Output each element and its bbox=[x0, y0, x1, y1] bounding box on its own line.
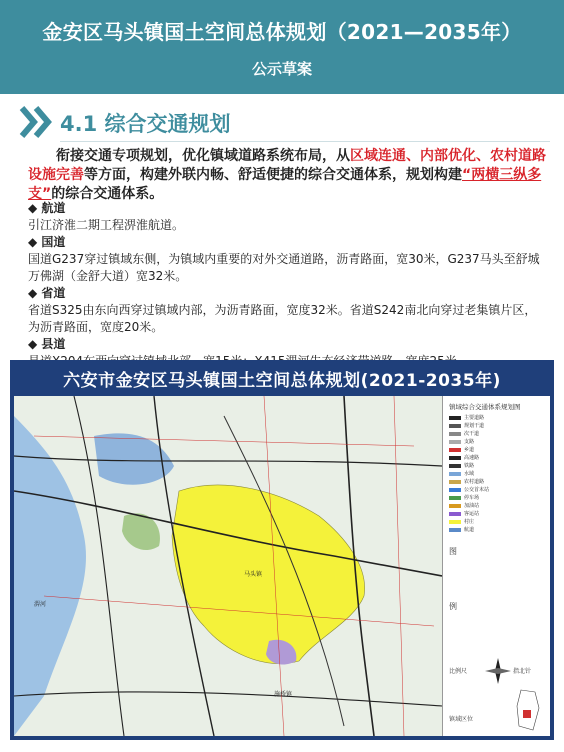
legend-item bbox=[449, 446, 474, 453]
legend-label: 规划干道 bbox=[464, 423, 485, 429]
legend-label-2: 例 bbox=[449, 602, 457, 611]
legend-swatch bbox=[449, 488, 461, 492]
legend-swatch bbox=[449, 504, 461, 508]
legend-item bbox=[449, 422, 484, 429]
item-text: 国道G237穿过镇域东侧，为镇域内重要的对外交通道路，沥青路面，宽30米，G237马头至舒城万佛湖（金舒大道）宽32米。 bbox=[28, 252, 540, 283]
legend-label: 农村道路 bbox=[464, 479, 485, 485]
legend-item bbox=[449, 526, 474, 533]
intro-highlight-1: 区域连通、内部优化、农村道路设施完善 bbox=[28, 148, 546, 183]
section-header bbox=[0, 100, 564, 144]
legend-swatch bbox=[449, 512, 461, 516]
legend-swatch bbox=[449, 472, 461, 476]
legend-item bbox=[449, 414, 484, 421]
compass-icon bbox=[483, 656, 513, 686]
legend-swatch bbox=[449, 528, 461, 532]
legend-swatch bbox=[449, 448, 461, 452]
double-chevron-icon bbox=[18, 104, 54, 140]
legend-label: 公交首末站 bbox=[464, 487, 490, 493]
place-label-0: 马头镇 bbox=[244, 571, 263, 578]
legend-item bbox=[449, 430, 479, 437]
legend-swatch bbox=[449, 480, 461, 484]
intro-text-2: 等方面，构建外联内畅、舒适便捷的综合交通体系，规划构建 bbox=[84, 167, 462, 183]
road-items-list bbox=[28, 200, 548, 370]
legend-label: 次干道 bbox=[464, 431, 480, 437]
legend-label: 村庄 bbox=[464, 519, 475, 525]
section-divider bbox=[60, 141, 550, 142]
legend-item bbox=[449, 502, 479, 509]
legend-item bbox=[449, 486, 489, 493]
intro-text-3: 的综合交通体系。 bbox=[51, 186, 164, 202]
legend-label: 航道 bbox=[464, 527, 475, 533]
legend-label: 停车场 bbox=[464, 495, 480, 501]
legend-label: 主要道路 bbox=[464, 415, 485, 421]
page-title: 金安区马头镇国土空间总体规划（2021—2035年） bbox=[42, 20, 522, 44]
legend-label-3: 比例尺 bbox=[449, 668, 468, 675]
planning-map bbox=[10, 360, 554, 740]
map-banner-title: 六安市金安区马头镇国土空间总体规划(2021-2035年) bbox=[63, 371, 501, 391]
legend-item bbox=[449, 470, 474, 477]
place-label-2: 淠河 bbox=[34, 601, 47, 608]
legend-item bbox=[449, 438, 474, 445]
place-label-1: 施桥镇 bbox=[274, 691, 293, 698]
legend-label: 高速路 bbox=[464, 455, 480, 461]
map-banner bbox=[10, 360, 554, 394]
legend-swatch bbox=[449, 456, 461, 460]
legend-item bbox=[449, 478, 484, 485]
legend-swatch bbox=[449, 424, 461, 428]
location-map-icon bbox=[513, 688, 543, 732]
page-subtitle: 公示草案 bbox=[251, 60, 312, 78]
legend-label: 水域 bbox=[464, 471, 475, 477]
item-national-road bbox=[28, 234, 548, 285]
item-heading: ◆ 省道 bbox=[28, 286, 66, 300]
legend-label-5: 镇域区位 bbox=[449, 716, 474, 723]
item-provincial-road bbox=[28, 285, 548, 336]
legend-swatch bbox=[449, 416, 461, 420]
item-text: 引江济淮二期工程淠淮航道。 bbox=[28, 218, 185, 232]
legend-item bbox=[449, 462, 474, 469]
legend-swatch bbox=[449, 496, 461, 500]
legend-swatch bbox=[449, 432, 461, 436]
section-title: 4.1 综合交通规划 bbox=[60, 112, 231, 136]
legend-label-4: 指北针 bbox=[513, 668, 532, 675]
intro-highlight-2: “两横三纵多支” bbox=[28, 167, 542, 202]
intro-text-1: 衔接交通专项规划，优化镇域道路系统布局，从 bbox=[56, 148, 350, 164]
legend-swatch bbox=[449, 440, 461, 444]
legend-label: 加油站 bbox=[464, 503, 480, 509]
legend-label: 乡道 bbox=[464, 447, 475, 453]
legend-label: 铁路 bbox=[464, 463, 475, 469]
legend-swatch bbox=[449, 464, 461, 468]
item-heading: ◆ 国道 bbox=[28, 235, 66, 249]
item-heading: ◆ 县道 bbox=[28, 337, 66, 351]
page-header bbox=[0, 0, 564, 94]
legend-item bbox=[449, 454, 479, 461]
item-waterway bbox=[28, 200, 548, 234]
item-heading: ◆ 航道 bbox=[28, 201, 66, 215]
legend-item bbox=[449, 510, 479, 517]
legend-label: 客运站 bbox=[464, 511, 480, 517]
map-legend bbox=[442, 396, 550, 736]
map-drawing bbox=[14, 396, 442, 736]
intro-paragraph bbox=[28, 147, 548, 204]
legend-label-1: 图 bbox=[449, 547, 457, 556]
legend-label: 支路 bbox=[464, 439, 475, 445]
legend-title: 镇域综合交通体系规划图 bbox=[449, 403, 521, 411]
map-canvas bbox=[14, 396, 550, 736]
item-text: 省道S325由东向西穿过镇域内部，为沥青路面，宽度32米。省道S242南北向穿过老集镇片区，为沥青路面，宽度20米。 bbox=[28, 303, 537, 334]
legend-item bbox=[449, 494, 479, 501]
legend-item bbox=[449, 518, 474, 525]
legend-swatch bbox=[449, 520, 461, 524]
